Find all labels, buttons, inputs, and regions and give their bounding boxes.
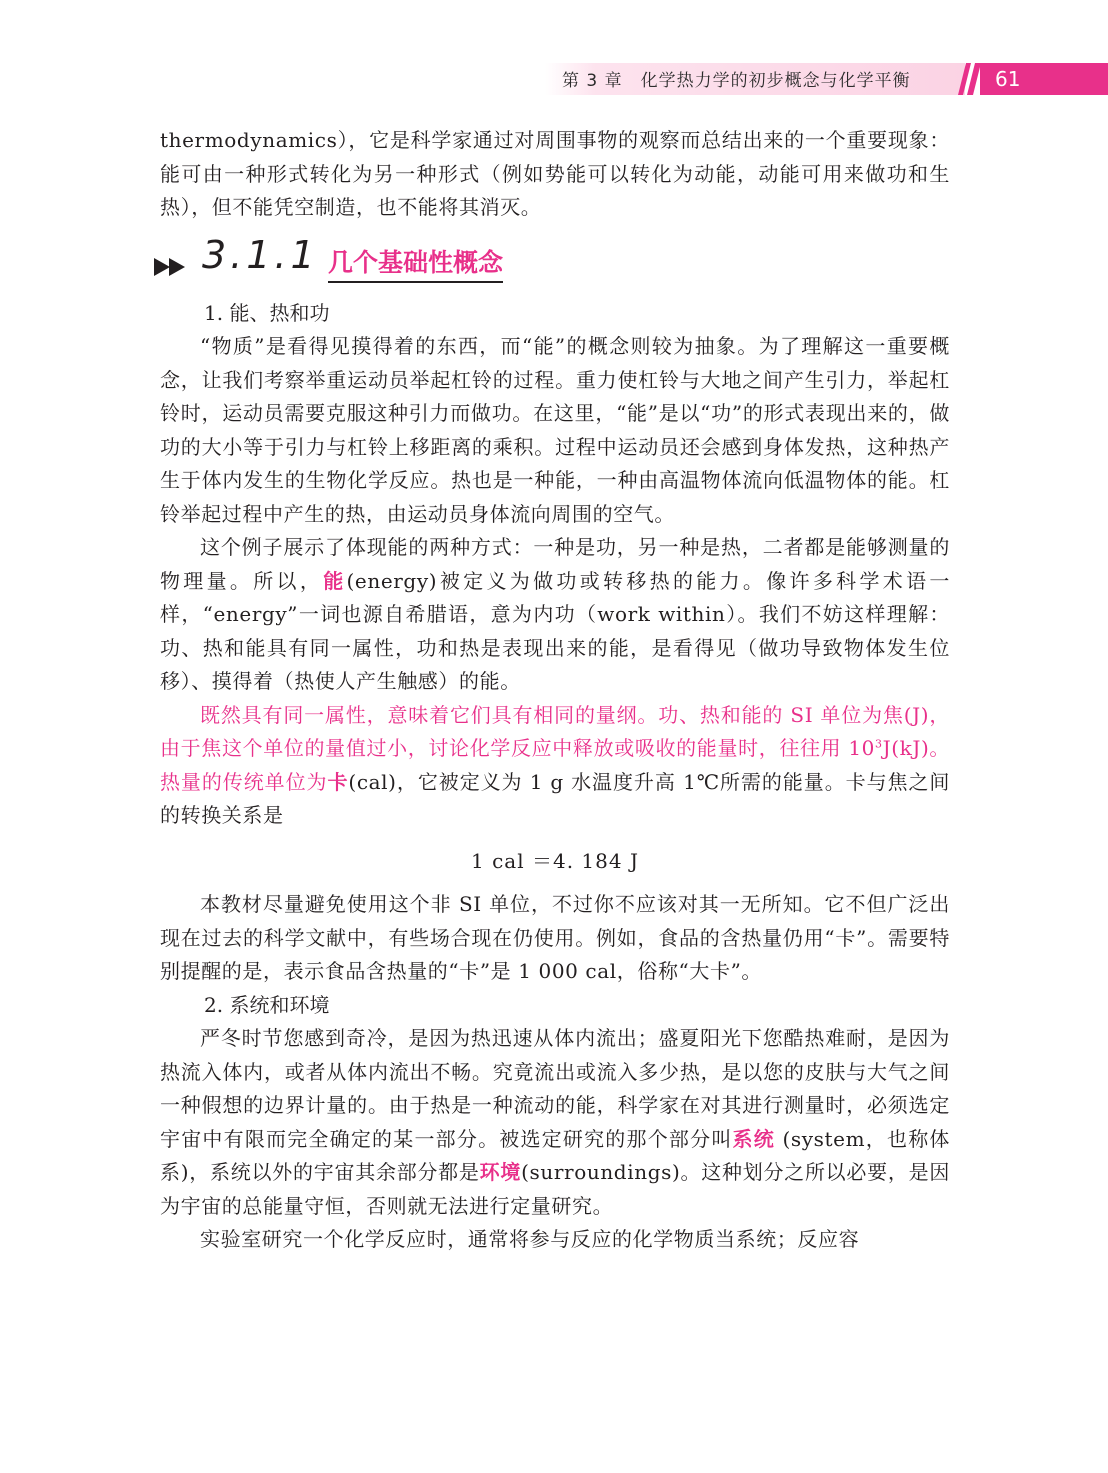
text-run: (cal)，它被定义为 1 g 水温度升高 1℃所需的能量。卡与焦之间的转换关系是 <box>160 769 950 827</box>
section-title: 几个基础性概念 <box>328 243 503 283</box>
text-run: (surroundings)。这种划分之所以必要，是因为宇宙的总能量守恒，否则就无法进行定量研究。 <box>160 1160 950 1218</box>
paragraph-energy-definition <box>160 531 950 699</box>
highlight-text: 既然具有同一属性，意味着它们具有相同的量纲。功、热和能的 SI 单位为焦(J)，由于焦这个单位的量值过小，讨论化学反应中释放或吸收的能量时，往往用 10 <box>160 702 950 760</box>
intro-paragraph: thermodynamics），它是科学家通过对周围事物的观察而总结出来的一个重要现象：能可由一种形式转化为另一种形式（例如势能可以转化为动能，动能可用来做功和生热），但不能凭空制造，也不能将其消灭。 <box>160 128 950 219</box>
paragraph-calorie-usage: 本教材尽量避免使用这个非 SI 单位，不过你不应该对其一无所知。它不但广泛出现在过去的科学文献中，有些场合现在仍使用。例如，食品的含热量仍用“卡”。需要特别提醒的是，表示食品含热量的“卡”是 1 000 cal，俗称“大卡”。 <box>160 892 950 983</box>
superscript: 3 <box>874 737 883 751</box>
chapter-title: 化学热力学的初步概念与化学平衡 <box>640 71 911 91</box>
header-text <box>562 67 911 95</box>
term-system: 系统 <box>732 1126 775 1151</box>
section-heading <box>160 233 950 295</box>
highlight-text: J(kJ)。热量的传统单位为 <box>160 736 950 794</box>
text-run: 这个例子展示了体现能的两种方式：一种是功，另一种是热，二者都是能够测量的物理量。所以， <box>160 535 950 593</box>
paragraph-lab-system: 实验室研究一个化学反应时，通常将参与反应的化学物质当系统；反应容 <box>200 1227 860 1251</box>
paragraph-units <box>160 699 950 833</box>
text-run: 严冬时节您感到奇冷，是因为热迅速从体内流出；盛夏阳光下您酷热难耐，是因为热流入体内，或者从体内流出不畅。究竟流出或流入多少热，是以您的皮肤与大气之间一种假想的边界计量的。由于热是一种流动的能，科学家在对其进行测量时，必须选定宇宙中有限而完全确定的某一部分。被选定研究的那个部分叫 <box>160 1026 950 1151</box>
paragraph-energy-concept: “物质”是看得见摸得着的东西，而“能”的概念则较为抽象。为了理解这一重要概念，让我们考察举重运动员举起杠铃的过程。重力使杠铃与大地之间产生引力，举起杠铃时，运动员需要克服这种引力而做功。在这里，“能”是以“功”的形式表现出来的，做功的大小等于引力与杠铃上移距离的乘积。过程中运动员还会感到身体发热，这种热产生于体内发生的生物化学反应。热也是一种能，一种由高温物体流向低温物体的能。杠铃举起过程中产生的热，由运动员身体流向周围的空气。 <box>160 334 950 526</box>
page-number: 61 <box>995 67 1021 91</box>
subsection-heading-1: 1. 能、热和功 <box>204 300 330 325</box>
text-run: (system，也称体系)，系统以外的宇宙其余部分都是 <box>160 1126 951 1184</box>
term-surroundings: 环境 <box>479 1160 522 1184</box>
subsection-heading-2: 2. 系统和环境 <box>204 992 330 1017</box>
conversion-formula: 1 cal ＝4. 184 J <box>471 848 639 873</box>
main-content <box>160 124 950 1257</box>
term-energy: 能 <box>323 568 347 593</box>
term-calorie: 卡 <box>327 769 349 794</box>
text-run: (energy)被定义为做功或转移热的能力。像许多科学术语一样，“energy”一词也源自希腊语，意为内功（work within）。我们不妨这样理解：功、热和能具有同一属性，功和热是表现出来的能，是看得见（做功导致物体发生位移）、摸得着（热使人产生触感）的能。 <box>160 568 950 693</box>
double-triangle-icon <box>154 255 194 281</box>
chapter-label: 第 3 章 <box>562 71 623 91</box>
paragraph-system-surroundings <box>160 1022 950 1223</box>
section-number: 3.1.1 <box>202 232 319 277</box>
